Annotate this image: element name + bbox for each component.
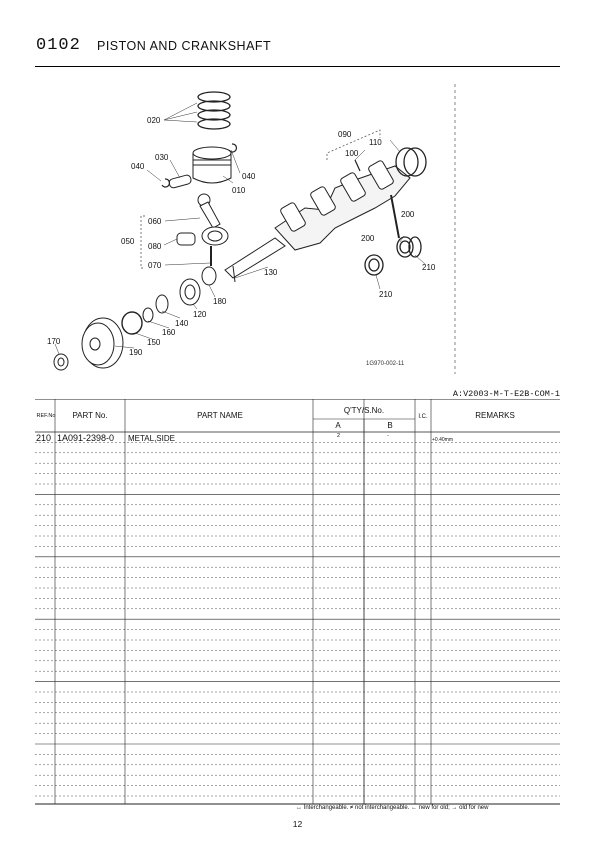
row-qty-a: 2: [337, 433, 341, 439]
header-part-no: PART No.: [72, 411, 108, 420]
callout-210-bottom: 210: [379, 290, 393, 299]
callout-030: 030: [155, 153, 169, 162]
callout-210-right: 210: [422, 263, 436, 272]
page-number: 12: [292, 819, 303, 829]
callout-140: 140: [175, 319, 189, 328]
callout-160: 160: [162, 328, 176, 337]
callout-180: 180: [213, 297, 227, 306]
thrust-washer[interactable]: [409, 237, 421, 257]
bearing-shell[interactable]: [177, 233, 195, 245]
header-qty-a: A: [335, 421, 341, 430]
interchangeable-icon: ↔: [296, 805, 302, 811]
side-metal-bar[interactable]: [391, 195, 399, 238]
page-title: PISTON AND CRANKSHAFT: [97, 39, 272, 53]
old-for-new-icon: →: [451, 805, 458, 811]
header-qty: Q'TY/S.No.: [343, 406, 385, 415]
collar-140[interactable]: [156, 295, 168, 313]
row-ref: 210: [36, 433, 52, 443]
callout-190: 190: [129, 348, 143, 357]
callout-040-right: 040: [242, 172, 256, 181]
figure-code: 1G970-002-11: [366, 361, 405, 367]
row-part-no: 1A091-2398-0: [57, 433, 115, 443]
header-part-name: PART NAME: [197, 411, 243, 420]
table-grid: [35, 399, 560, 804]
row-qty-b: -: [387, 433, 389, 439]
header-rule: [35, 66, 560, 67]
page-code: 0102: [36, 36, 81, 55]
callout-050: 050: [121, 237, 135, 246]
connecting-rod[interactable]: [198, 194, 228, 245]
circlip-left[interactable]: [162, 179, 169, 187]
parts-table: [35, 399, 560, 805]
header-ref: REF.No: [36, 413, 56, 419]
callout-120: 120: [193, 310, 207, 319]
callout-100: 100: [345, 149, 359, 158]
crank-pulley[interactable]: [82, 318, 123, 368]
callout-150: 150: [147, 338, 161, 347]
callout-110: 110: [369, 138, 382, 147]
table-row[interactable]: [36, 433, 453, 443]
callout-090: 090: [338, 130, 352, 139]
circlip-right[interactable]: [229, 144, 236, 152]
crank-gear[interactable]: [180, 279, 200, 305]
legend-old-for-new: old for new: [459, 805, 489, 811]
row-remarks: +0.40mm: [432, 437, 453, 443]
callout-010: 010: [232, 186, 246, 195]
oil-seal-150[interactable]: [122, 312, 142, 334]
model-code: A:V2003-M-T-E2B-COM-1: [452, 389, 560, 399]
not-interchangeable-icon: ≠: [350, 805, 354, 811]
row-part-name: METAL,SIDE: [128, 434, 175, 443]
callout-130: 130: [264, 268, 278, 277]
callout-170: 170: [47, 337, 61, 346]
callout-020: 020: [147, 116, 161, 125]
o-ring-160[interactable]: [143, 308, 153, 322]
pulley-nut[interactable]: [54, 354, 68, 370]
callout-200-right: 200: [401, 210, 415, 219]
group-bracket-050: [141, 216, 145, 268]
callout-040-left: 040: [131, 162, 145, 171]
header-ic: I.C.: [418, 414, 428, 420]
header-qty-b: B: [387, 421, 393, 430]
legend-new-for-old: new for old;: [418, 805, 450, 811]
legend-interchangeable: Interchangeable.: [303, 805, 349, 811]
callout-070: 070: [148, 261, 162, 270]
callout-200-left: 200: [361, 234, 375, 243]
piston-rings[interactable]: [198, 92, 230, 129]
oil-plug[interactable]: [355, 160, 360, 171]
callout-080: 080: [148, 242, 162, 251]
legend-not-interchangeable: not interchangeable.: [355, 805, 410, 811]
exploded-diagram: [35, 78, 560, 378]
header-remarks: REMARKS: [475, 411, 515, 420]
new-for-old-icon: ←: [411, 805, 418, 811]
legend: [296, 805, 488, 811]
bushing-180[interactable]: [202, 267, 216, 285]
piston-pin[interactable]: [168, 174, 192, 188]
callout-060: 060: [148, 217, 162, 226]
